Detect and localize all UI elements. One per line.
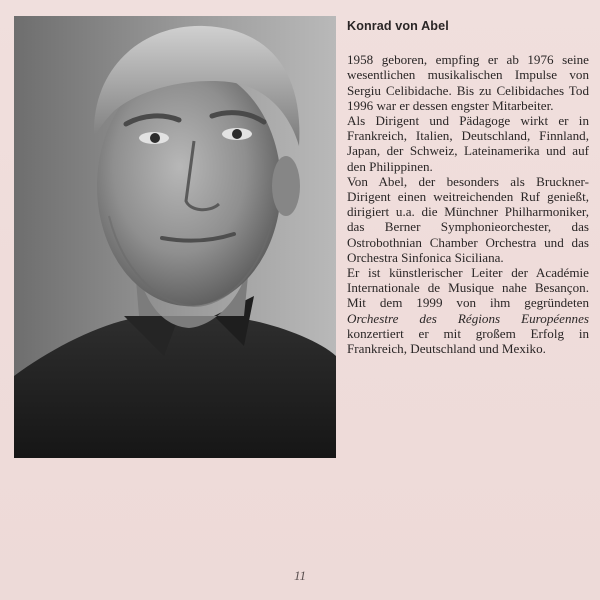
bio-paragraph-4 xyxy=(347,265,589,356)
portrait-photo xyxy=(14,16,336,458)
artist-name: Konrad von Abel xyxy=(347,19,449,33)
portrait-image xyxy=(14,16,336,458)
bio-paragraph-4-start: Er ist künstlerischer Leiter der Académie Internationale de Musique nahe Besançon. Mit dem 1999 von ihm gegründeten xyxy=(347,265,589,311)
biography-column xyxy=(347,19,589,356)
page-number: 11 xyxy=(293,568,307,583)
bio-paragraph-4-end: konzertiert er mit großem Erfolg in Frankreich, Deutschland und Mexiko. xyxy=(347,325,589,357)
bio-paragraph-3: Von Abel, der besonders als Bruckner-Dirigent einen weitreichenden Ruf genießt, dirigiert u.a. die Münchner Philharmoniker, das Berner Symphonieorchester, das Ostrobothnian Chamber Orchestra und das Orchestra Sinfonica Siciliana. xyxy=(347,173,589,265)
bio-paragraph-1: 1958 geboren, empfing er ab 1976 seine wesentlichen musikalischen Impulse von Sergiu Celibidache. Bis zu Celibidaches Tod 1996 war er dessen engster Mitarbeiter. xyxy=(347,52,589,113)
orchestra-name: Orchestre des Régions Européennes xyxy=(347,310,589,326)
bio-paragraph-2: Als Dirigent und Pädagoge wirkt er in Frankreich, Italien, Deutschland, Finnland, Japan, der Schweiz, Lateinamerika und auf den Philippinen. xyxy=(347,113,589,174)
